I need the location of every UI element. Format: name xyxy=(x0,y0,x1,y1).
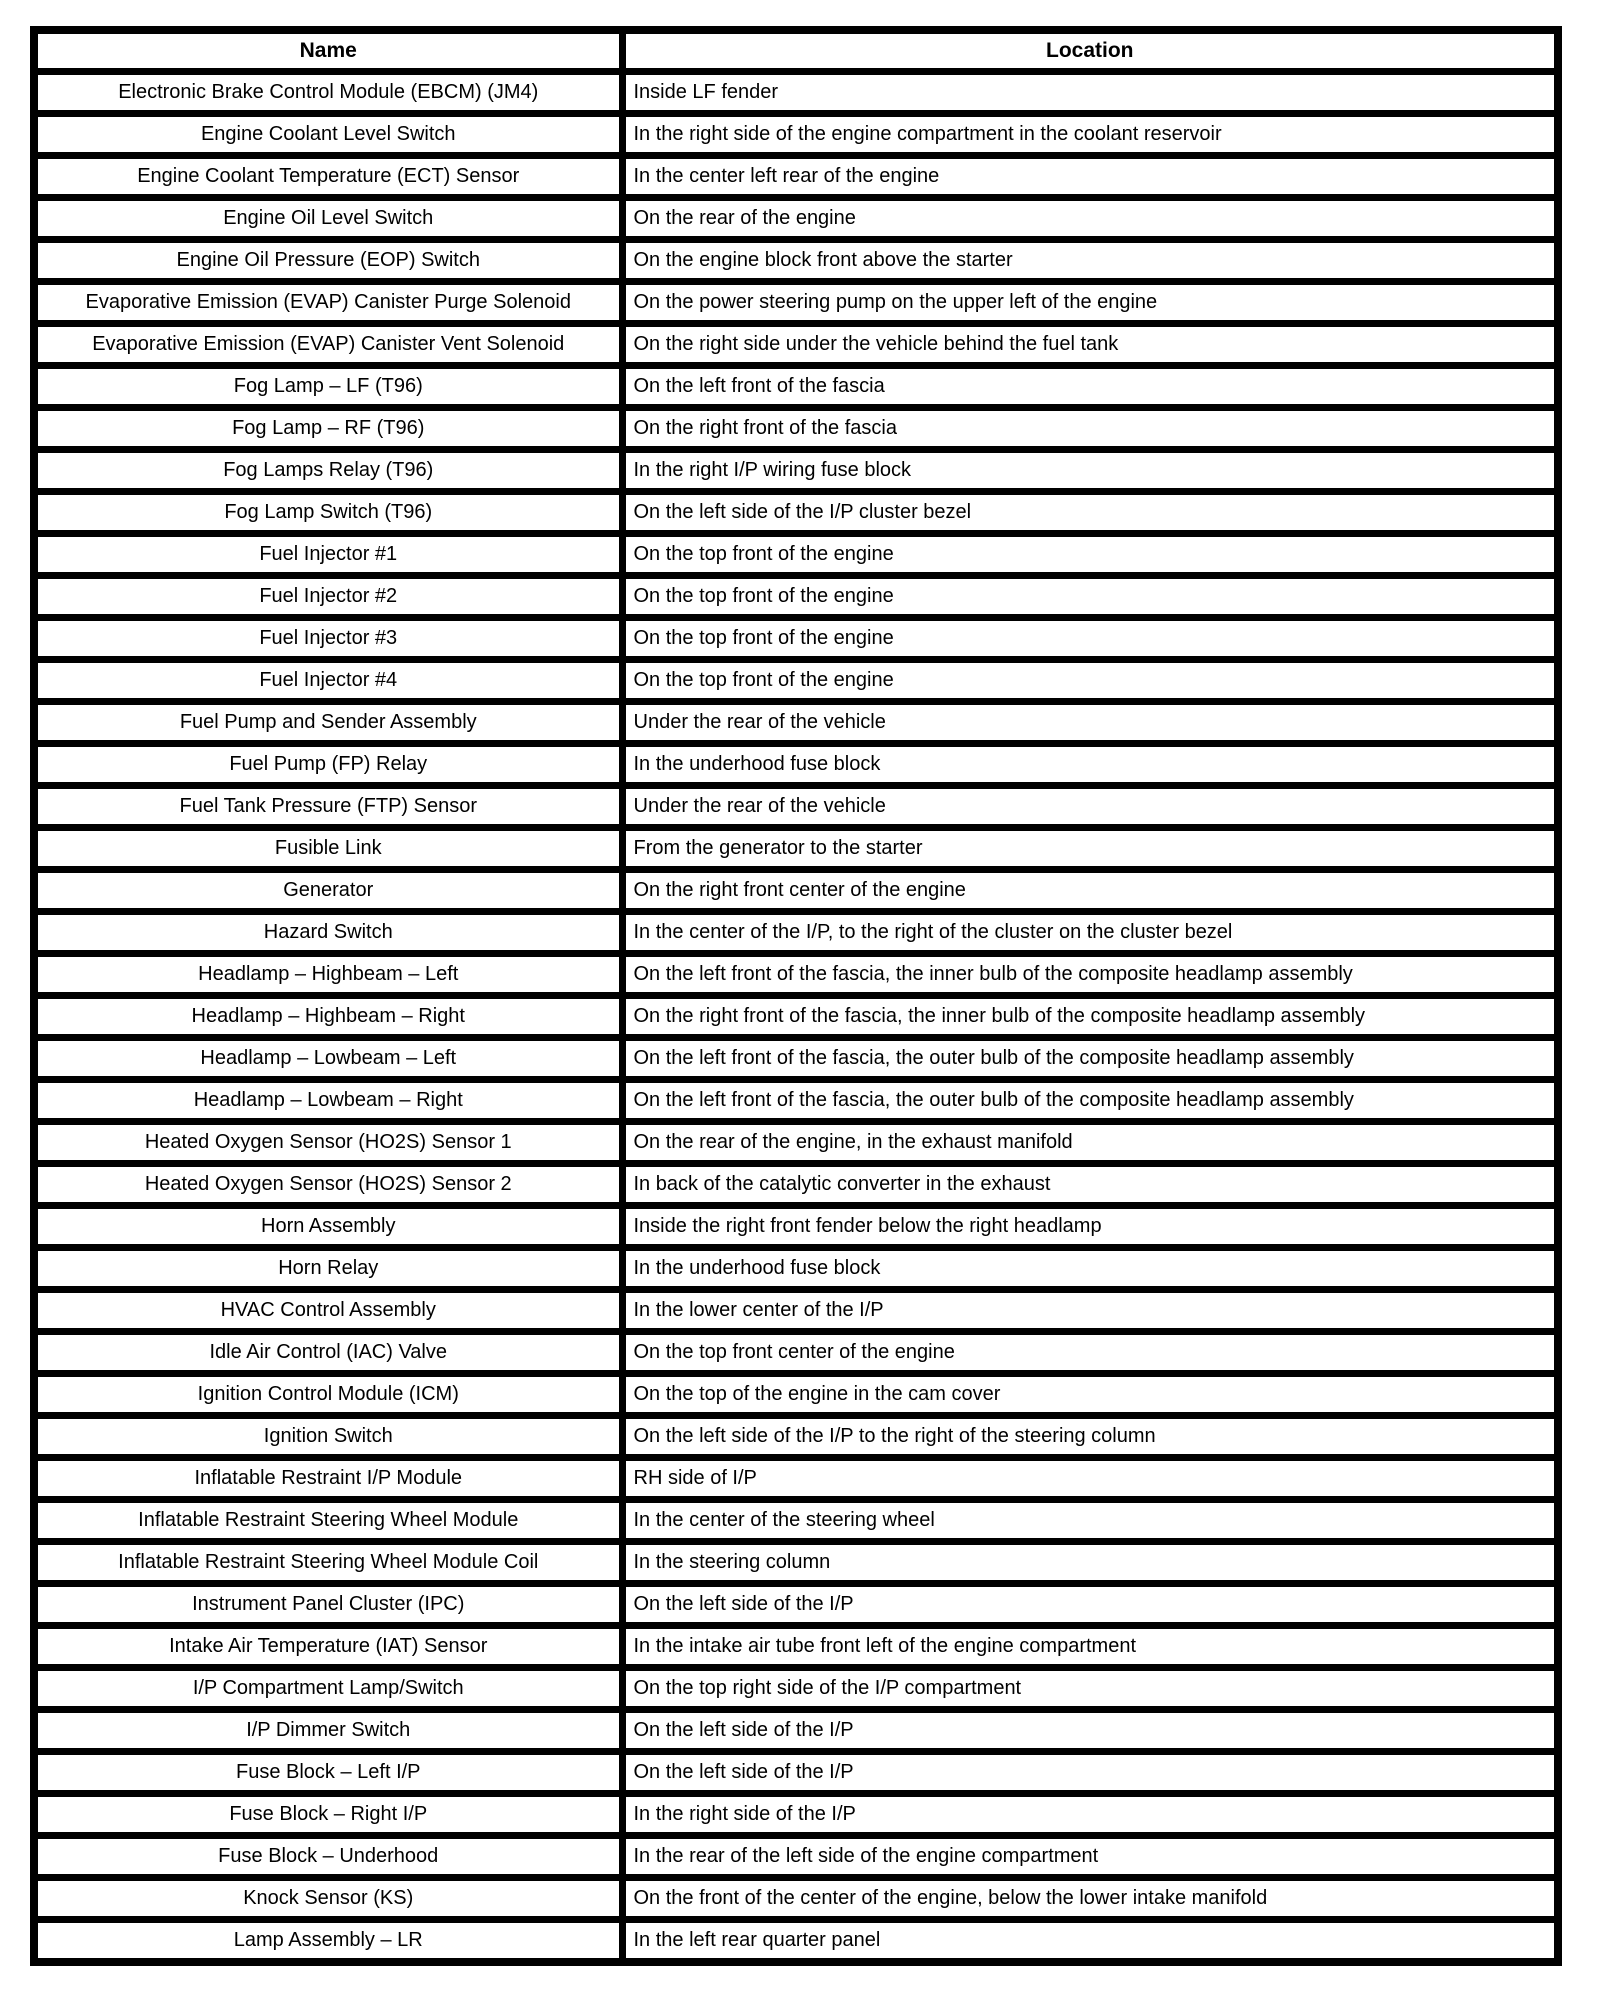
component-location-cell: Under the rear of the vehicle xyxy=(622,786,1558,828)
component-name-cell: Idle Air Control (IAC) Valve xyxy=(34,1332,622,1374)
component-location-cell: On the right side under the vehicle behind the fuel tank xyxy=(622,324,1558,366)
component-name-cell: Fuel Pump (FP) Relay xyxy=(34,744,622,786)
component-name-cell: Engine Coolant Level Switch xyxy=(34,114,622,156)
table-row xyxy=(34,156,1558,198)
component-name-cell: Evaporative Emission (EVAP) Canister Purge Solenoid xyxy=(34,282,622,324)
table-row xyxy=(34,1122,1558,1164)
table-row xyxy=(34,618,1558,660)
component-name-cell: Heated Oxygen Sensor (HO2S) Sensor 2 xyxy=(34,1164,622,1206)
component-name-cell: Fusible Link xyxy=(34,828,622,870)
component-location-cell: In back of the catalytic converter in the exhaust xyxy=(622,1164,1558,1206)
component-location-cell: On the left front of the fascia, the outer bulb of the composite headlamp assembly xyxy=(622,1080,1558,1122)
component-location-cell: On the left side of the I/P xyxy=(622,1752,1558,1794)
component-name-cell: Fuel Injector #2 xyxy=(34,576,622,618)
table-header xyxy=(34,30,1558,72)
table-row xyxy=(34,1332,1558,1374)
component-location-cell: In the center left rear of the engine xyxy=(622,156,1558,198)
table-row xyxy=(34,1920,1558,1963)
table-row xyxy=(34,1668,1558,1710)
component-name-cell: Knock Sensor (KS) xyxy=(34,1878,622,1920)
column-header-location: Location xyxy=(622,30,1558,72)
component-location-cell: On the power steering pump on the upper left of the engine xyxy=(622,282,1558,324)
column-header-name: Name xyxy=(34,30,622,72)
table-row xyxy=(34,1038,1558,1080)
component-location-cell: On the top of the engine in the cam cover xyxy=(622,1374,1558,1416)
table-row xyxy=(34,1206,1558,1248)
table-row xyxy=(34,1500,1558,1542)
component-location-cell: Inside the right front fender below the right headlamp xyxy=(622,1206,1558,1248)
component-location-table xyxy=(30,26,1562,1966)
component-name-cell: Evaporative Emission (EVAP) Canister Vent Solenoid xyxy=(34,324,622,366)
component-name-cell: Hazard Switch xyxy=(34,912,622,954)
table-row xyxy=(34,828,1558,870)
component-location-cell: RH side of I/P xyxy=(622,1458,1558,1500)
component-name-cell: HVAC Control Assembly xyxy=(34,1290,622,1332)
component-location-cell: On the right front of the fascia, the inner bulb of the composite headlamp assembly xyxy=(622,996,1558,1038)
component-name-cell: Electronic Brake Control Module (EBCM) (JM4) xyxy=(34,72,622,114)
component-name-cell: Fuel Tank Pressure (FTP) Sensor xyxy=(34,786,622,828)
component-name-cell: Fuse Block – Underhood xyxy=(34,1836,622,1878)
table-row xyxy=(34,240,1558,282)
table-row xyxy=(34,1374,1558,1416)
component-location-cell: In the lower center of the I/P xyxy=(622,1290,1558,1332)
component-location-cell: On the left front of the fascia, the outer bulb of the composite headlamp assembly xyxy=(622,1038,1558,1080)
table-row xyxy=(34,1584,1558,1626)
component-location-cell: In the center of the steering wheel xyxy=(622,1500,1558,1542)
table-row xyxy=(34,408,1558,450)
component-name-cell: Horn Relay xyxy=(34,1248,622,1290)
component-location-cell: On the left side of the I/P to the right of the steering column xyxy=(622,1416,1558,1458)
table-row xyxy=(34,1248,1558,1290)
component-location-cell: On the top front center of the engine xyxy=(622,1332,1558,1374)
component-name-cell: Fog Lamps Relay (T96) xyxy=(34,450,622,492)
component-location-cell: In the right side of the I/P xyxy=(622,1794,1558,1836)
component-location-cell: On the left side of the I/P xyxy=(622,1710,1558,1752)
component-name-cell: Intake Air Temperature (IAT) Sensor xyxy=(34,1626,622,1668)
component-name-cell: Generator xyxy=(34,870,622,912)
table-row xyxy=(34,1752,1558,1794)
table-row xyxy=(34,1080,1558,1122)
table-row xyxy=(34,660,1558,702)
component-name-cell: Fog Lamp – RF (T96) xyxy=(34,408,622,450)
component-location-cell: On the rear of the engine xyxy=(622,198,1558,240)
component-name-cell: Fog Lamp Switch (T96) xyxy=(34,492,622,534)
table-row xyxy=(34,1626,1558,1668)
component-location-cell: In the right side of the engine compartment in the coolant reservoir xyxy=(622,114,1558,156)
component-name-cell: Fuel Injector #3 xyxy=(34,618,622,660)
component-location-cell: In the intake air tube front left of the engine compartment xyxy=(622,1626,1558,1668)
table-body xyxy=(34,72,1558,1963)
table-row xyxy=(34,450,1558,492)
component-name-cell: Fuse Block – Left I/P xyxy=(34,1752,622,1794)
table-row xyxy=(34,912,1558,954)
component-location-cell: On the left side of the I/P xyxy=(622,1584,1558,1626)
table-row xyxy=(34,1458,1558,1500)
header-row xyxy=(34,30,1558,72)
component-name-cell: Engine Coolant Temperature (ECT) Sensor xyxy=(34,156,622,198)
component-name-cell: Inflatable Restraint Steering Wheel Module xyxy=(34,1500,622,1542)
table-row xyxy=(34,198,1558,240)
table-row xyxy=(34,744,1558,786)
component-location-cell: On the top front of the engine xyxy=(622,618,1558,660)
table-row xyxy=(34,702,1558,744)
table-row xyxy=(34,1710,1558,1752)
component-location-cell: On the left front of the fascia xyxy=(622,366,1558,408)
table-row xyxy=(34,1542,1558,1584)
component-name-cell: Instrument Panel Cluster (IPC) xyxy=(34,1584,622,1626)
table-row xyxy=(34,576,1558,618)
table-row xyxy=(34,1878,1558,1920)
component-location-cell: On the front of the center of the engine, below the lower intake manifold xyxy=(622,1878,1558,1920)
table-row xyxy=(34,282,1558,324)
component-location-cell: Inside LF fender xyxy=(622,72,1558,114)
component-name-cell: Horn Assembly xyxy=(34,1206,622,1248)
component-name-cell: Engine Oil Pressure (EOP) Switch xyxy=(34,240,622,282)
component-name-cell: Ignition Control Module (ICM) xyxy=(34,1374,622,1416)
component-location-cell: From the generator to the starter xyxy=(622,828,1558,870)
table-row xyxy=(34,1164,1558,1206)
component-name-cell: Fuel Injector #4 xyxy=(34,660,622,702)
component-location-cell: In the center of the I/P, to the right of the cluster on the cluster bezel xyxy=(622,912,1558,954)
component-name-cell: Lamp Assembly – LR xyxy=(34,1920,622,1963)
component-name-cell: Headlamp – Highbeam – Left xyxy=(34,954,622,996)
component-location-cell: In the underhood fuse block xyxy=(622,1248,1558,1290)
component-location-cell: On the engine block front above the starter xyxy=(622,240,1558,282)
table-row xyxy=(34,1416,1558,1458)
table-row xyxy=(34,1290,1558,1332)
component-name-cell: Engine Oil Level Switch xyxy=(34,198,622,240)
table-row xyxy=(34,492,1558,534)
component-location-cell: In the left rear quarter panel xyxy=(622,1920,1558,1963)
component-name-cell: I/P Compartment Lamp/Switch xyxy=(34,1668,622,1710)
component-name-cell: Fog Lamp – LF (T96) xyxy=(34,366,622,408)
table-row xyxy=(34,870,1558,912)
table-row xyxy=(34,114,1558,156)
component-name-cell: Headlamp – Lowbeam – Right xyxy=(34,1080,622,1122)
table-row xyxy=(34,954,1558,996)
component-location-cell: On the left side of the I/P cluster bezel xyxy=(622,492,1558,534)
component-name-cell: Ignition Switch xyxy=(34,1416,622,1458)
component-name-cell: Heated Oxygen Sensor (HO2S) Sensor 1 xyxy=(34,1122,622,1164)
component-location-cell: On the left front of the fascia, the inner bulb of the composite headlamp assembly xyxy=(622,954,1558,996)
table-row xyxy=(34,786,1558,828)
component-location-cell: On the right front of the fascia xyxy=(622,408,1558,450)
component-location-cell: In the rear of the left side of the engine compartment xyxy=(622,1836,1558,1878)
table-row xyxy=(34,1794,1558,1836)
component-location-cell: On the rear of the engine, in the exhaust manifold xyxy=(622,1122,1558,1164)
component-location-cell: In the underhood fuse block xyxy=(622,744,1558,786)
component-name-cell: Fuel Injector #1 xyxy=(34,534,622,576)
component-name-cell: Headlamp – Highbeam – Right xyxy=(34,996,622,1038)
component-name-cell: Inflatable Restraint Steering Wheel Module Coil xyxy=(34,1542,622,1584)
component-location-cell: Under the rear of the vehicle xyxy=(622,702,1558,744)
table-row xyxy=(34,996,1558,1038)
component-location-cell: On the top right side of the I/P compartment xyxy=(622,1668,1558,1710)
component-location-cell: On the top front of the engine xyxy=(622,576,1558,618)
component-name-cell: Headlamp – Lowbeam – Left xyxy=(34,1038,622,1080)
component-name-cell: I/P Dimmer Switch xyxy=(34,1710,622,1752)
table-row xyxy=(34,1836,1558,1878)
component-name-cell: Fuel Pump and Sender Assembly xyxy=(34,702,622,744)
component-location-cell: On the top front of the engine xyxy=(622,660,1558,702)
table-row xyxy=(34,534,1558,576)
component-location-cell: On the right front center of the engine xyxy=(622,870,1558,912)
table-row xyxy=(34,324,1558,366)
table-row xyxy=(34,366,1558,408)
table-row xyxy=(34,72,1558,114)
component-location-cell: On the top front of the engine xyxy=(622,534,1558,576)
component-name-cell: Inflatable Restraint I/P Module xyxy=(34,1458,622,1500)
component-location-cell: In the steering column xyxy=(622,1542,1558,1584)
component-location-cell: In the right I/P wiring fuse block xyxy=(622,450,1558,492)
component-name-cell: Fuse Block – Right I/P xyxy=(34,1794,622,1836)
